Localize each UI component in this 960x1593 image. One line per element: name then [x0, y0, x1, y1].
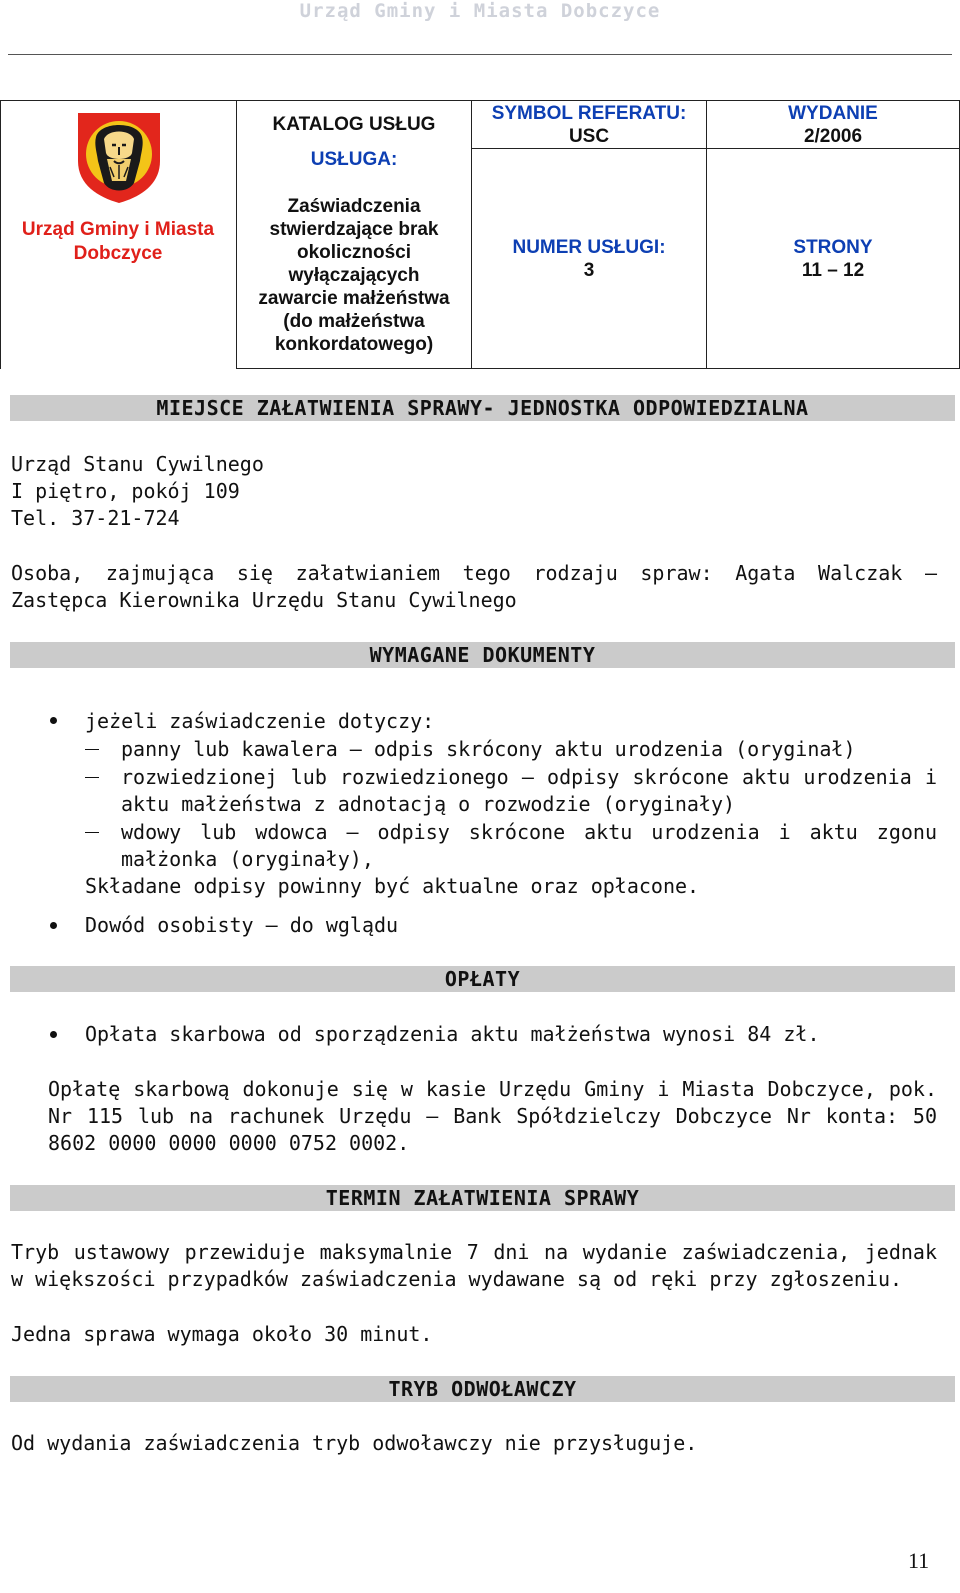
- fee-amount: Opłata skarbowa od sporządzenia aktu małżeństwa wynosi 84 zł.: [85, 1022, 820, 1046]
- service-name-line: wyłączających: [288, 264, 420, 286]
- edition-value: 2/2006: [803, 125, 863, 147]
- service-name-line: zawarcie małżeństwa: [258, 287, 450, 309]
- doc-id-card: Dowód osobisty – do wglądu: [85, 913, 399, 937]
- service-label: USŁUGA:: [310, 148, 398, 170]
- pages-value: 11 – 12: [801, 259, 865, 281]
- number-value: 3: [583, 259, 595, 281]
- doc-item: rozwiedzionej lub rozwiedzionego – odpisy skrócone aktu urodzenia i: [121, 765, 937, 789]
- responsible-role: Zastępca Kierownika Urzędu Stanu Cywilnego: [11, 588, 517, 612]
- place-line: Urząd Stanu Cywilnego: [11, 452, 264, 476]
- catalog-label: KATALOG USŁUG: [237, 101, 472, 149]
- place-line: I piętro, pokój 109: [11, 479, 240, 503]
- place-line: Tel. 37-21-724: [11, 506, 180, 530]
- service-name-line: konkordatowego): [274, 333, 434, 355]
- number-label: NUMER USŁUGI:: [512, 236, 666, 258]
- bullet-icon: [50, 922, 57, 929]
- symbol-value: USC: [568, 125, 610, 147]
- header-divider: [8, 54, 952, 55]
- doc-note: Składane odpisy powinny być aktualne oraz opłacone.: [85, 874, 700, 898]
- service-name-line: stwierdzające brak: [269, 218, 439, 240]
- fee-payment-info: Opłatę skarbową dokonuje się w kasie Urzędu Gminy i Miasta Dobczyce, pok.: [48, 1077, 937, 1101]
- page-number: 11: [908, 1548, 930, 1573]
- number-cell: [472, 149, 707, 369]
- symbol-label: SYMBOL REFERATU:: [491, 102, 687, 124]
- service-name-line: okoliczności: [296, 241, 412, 263]
- service-cell: [237, 149, 472, 369]
- symbol-cell: [472, 101, 707, 149]
- page-header-title: Urząd Gminy i Miasta Dobczyce: [299, 0, 661, 22]
- doc-condition: jeżeli zaświadczenie dotyczy:: [85, 709, 435, 733]
- service-name-line: (do małżeństwa: [283, 310, 425, 332]
- doc-item: panny lub kawalera – odpis skrócony aktu urodzenia (oryginał): [121, 737, 856, 761]
- pages-cell: [707, 149, 960, 369]
- dash-icon: [85, 832, 99, 833]
- fee-account-number: 8602 0000 0000 0000 0752 0002.: [48, 1131, 410, 1155]
- section-heading-appeal: TRYB ODWOŁAWCZY: [10, 1376, 955, 1402]
- doc-item: wdowy lub wdowca – odpisy skrócone aktu urodzenia i aktu zgonu: [121, 820, 937, 844]
- section-heading-place: MIEJSCE ZAŁATWIENIA SPRAWY- JEDNOSTKA ODPOWIEDZIALNA: [10, 395, 955, 421]
- service-name-line: Zaświadczenia: [287, 195, 421, 217]
- fee-payment-info: Nr 115 lub na rachunek Urzędu – Bank Spółdzielczy Dobczyce Nr konta: 50: [48, 1104, 937, 1128]
- bullet-icon: [50, 1031, 57, 1038]
- doc-item-continued: aktu małżeństwa z adnotacją o rozwodzie (oryginały): [121, 792, 736, 816]
- edition-cell: [707, 101, 960, 149]
- term-text: Tryb ustawowy przewiduje maksymalnie 7 dni na wydanie zaświadczenia, jednak: [11, 1240, 937, 1264]
- bullet-icon: [50, 717, 57, 724]
- edition-label: WYDANIE: [788, 102, 878, 124]
- coat-of-arms-icon: [74, 109, 164, 205]
- section-heading-term: TERMIN ZAŁATWIENIA SPRAWY: [10, 1185, 955, 1211]
- doc-item-continued: małżonka (oryginały),: [121, 847, 374, 871]
- section-heading-fees: OPŁATY: [10, 966, 955, 992]
- section-heading-documents: WYMAGANE DOKUMENTY: [10, 642, 955, 668]
- term-duration: Jedna sprawa wymaga około 30 minut.: [11, 1322, 433, 1346]
- term-text: w większości przypadków zaświadczenia wydawane są od ręki przy zgłoszeniu.: [11, 1267, 903, 1291]
- appeal-text: Od wydania zaświadczenia tryb odwoławczy nie przysługuje.: [11, 1431, 698, 1455]
- pages-label: STRONY: [793, 236, 873, 258]
- office-name: Urząd Gminy i Miasta Dobczyce: [21, 219, 215, 264]
- responsible-person: Osoba, zajmująca się załatwianiem tego rodzaju spraw: Agata Walczak –: [11, 561, 937, 585]
- dash-icon: [85, 777, 99, 778]
- dash-icon: [85, 749, 99, 750]
